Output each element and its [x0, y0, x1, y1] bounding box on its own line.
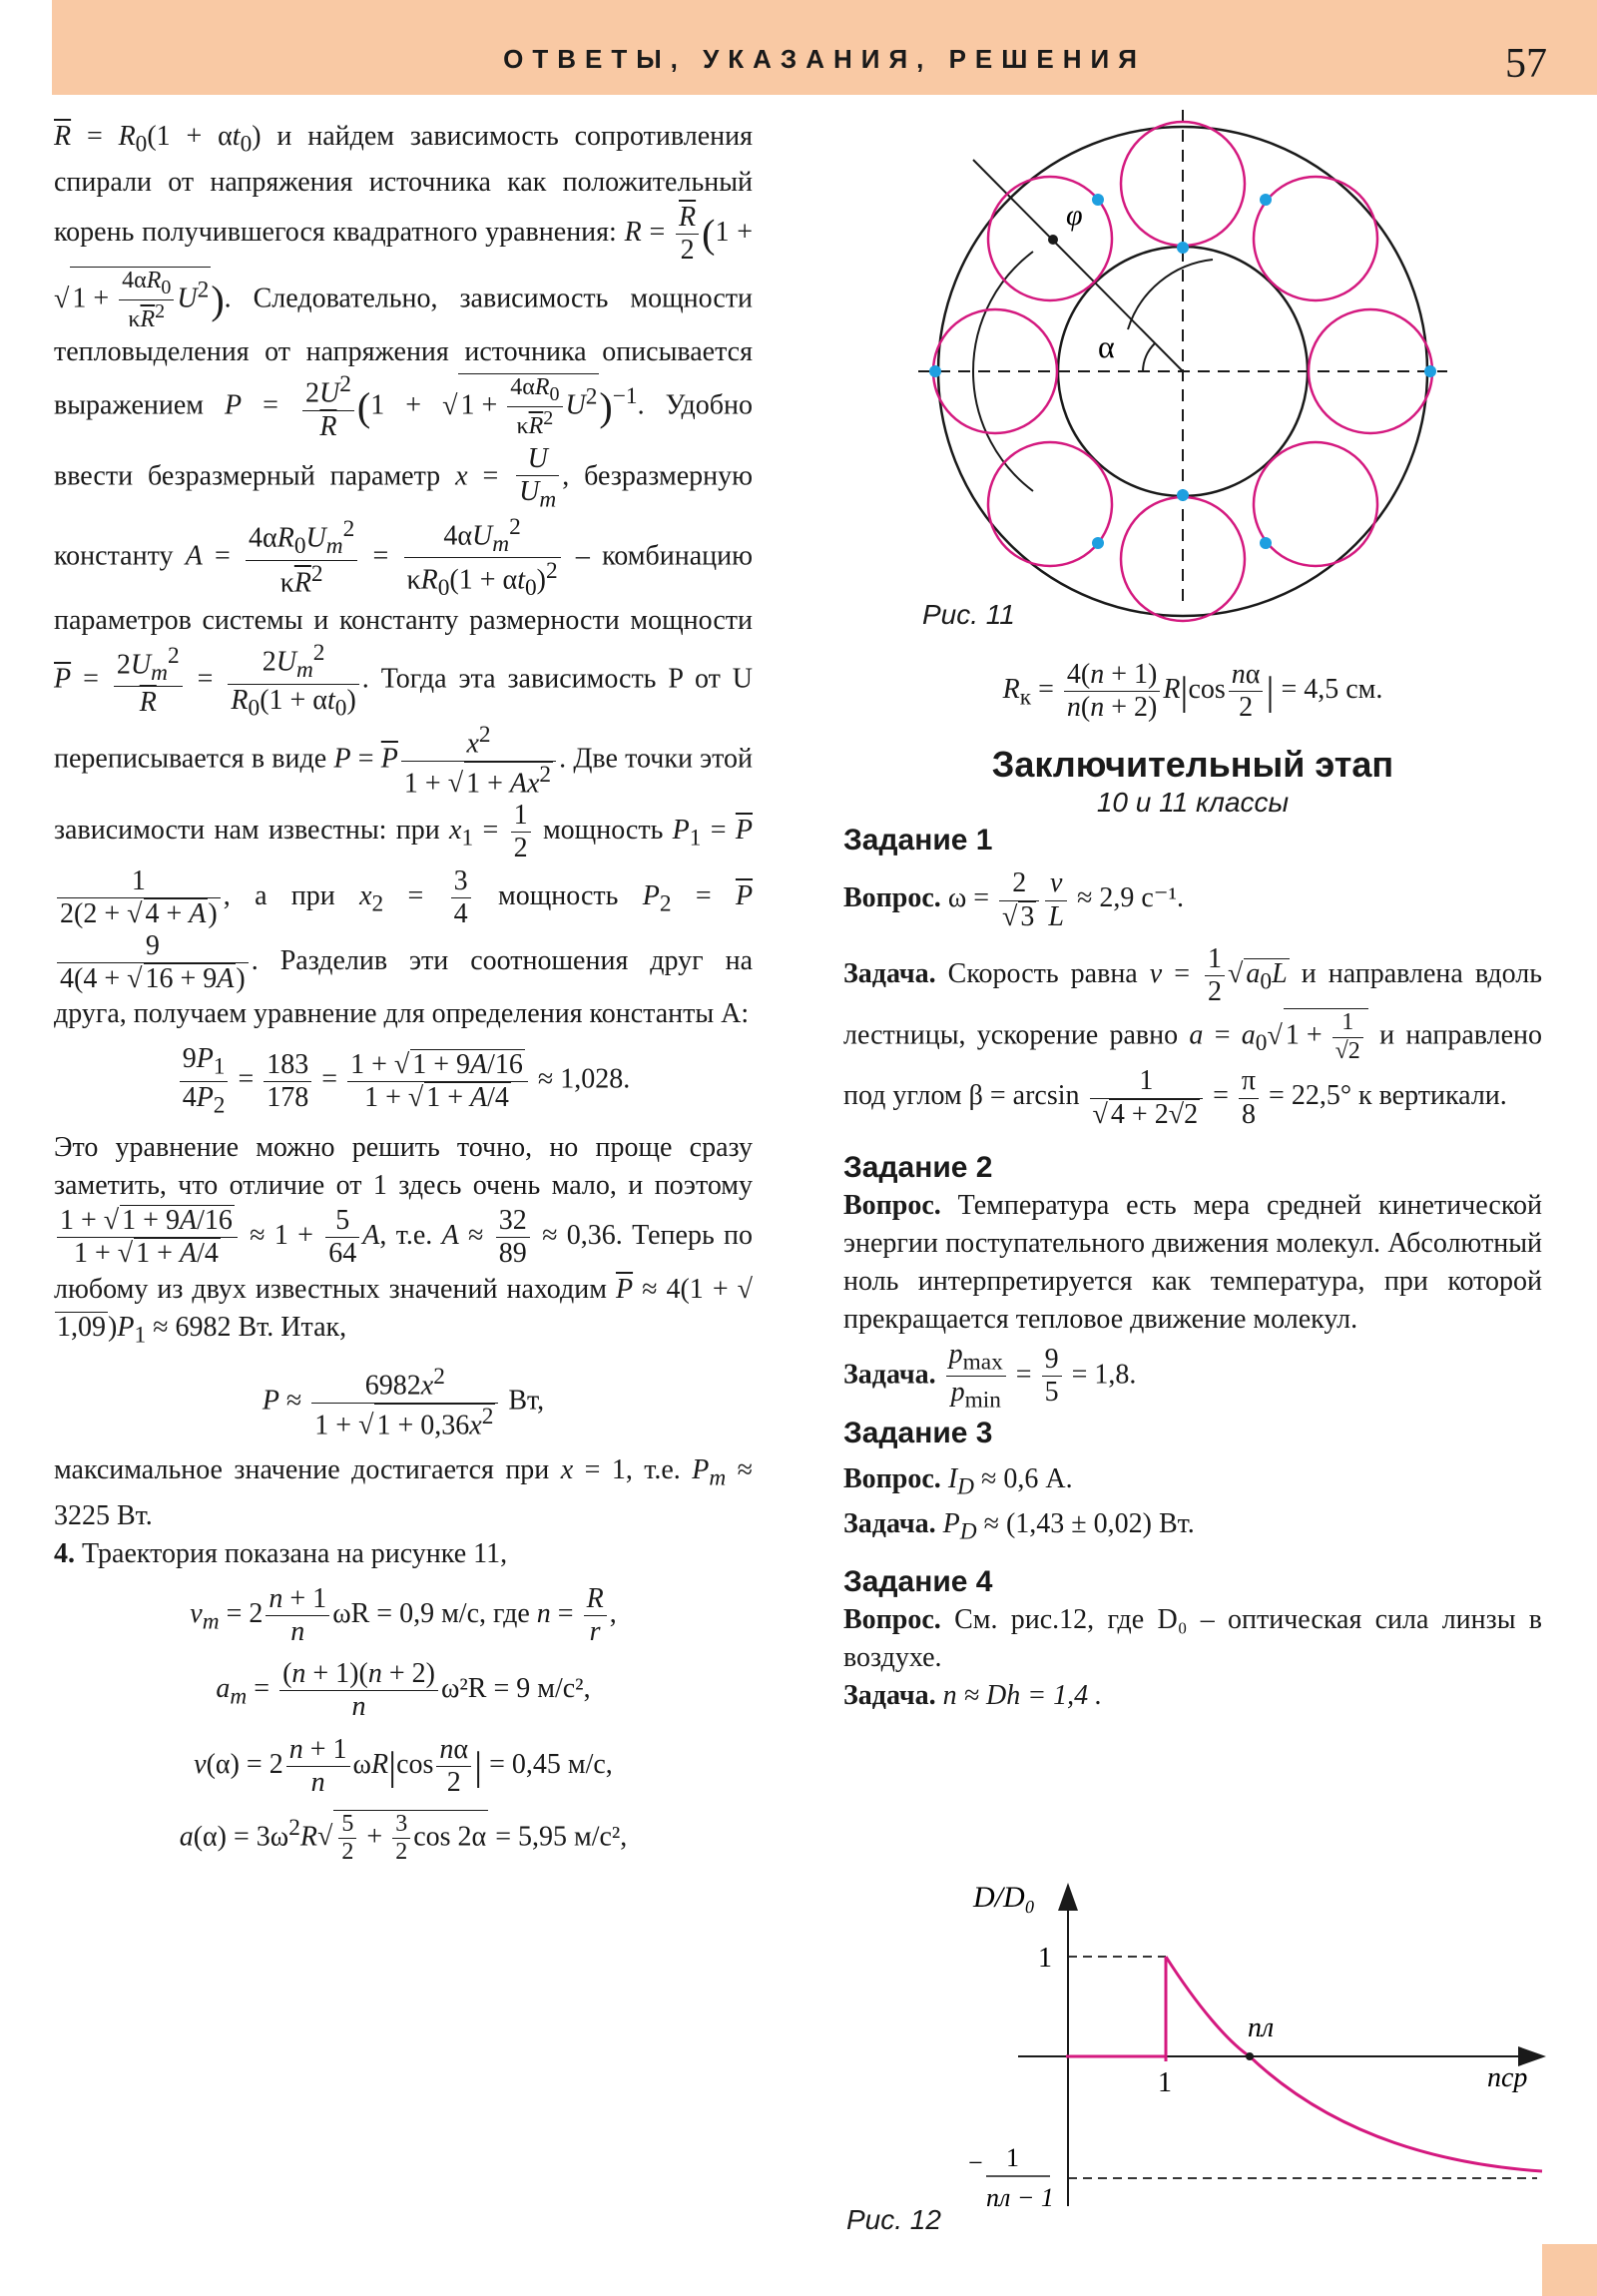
- fig12-ylabel: D/D₀: [973, 1881, 1036, 1914]
- equation-vm: $v_m = 2$ $\frac{n + 1}{n}$ ωR = 0,9 м/с, где n = $\frac{R}{r}$ ,: [190, 1582, 617, 1648]
- figure-11: [898, 100, 1497, 659]
- para-resistance: $\overline{R} = R_0(1 + \alpha t_0)$ и найдем зависимость сопротивления спирали от напряжения источника как положительный корень получившегося квадратного уравнения: R = $\frac{\overline{R}}{2}$ (1 + √ 1 + $\frac{4\alpha R_0}{\kappa\overline{R}^2}$ $U^2$). Следовательно, зависимость мощности тепловыделения от напряжения источника описывается выражением P = $\frac{2U^2}{R}$ (1 + √ 1 + $\frac{4\alpha R_0}{\kappa\overline{R}^2}$ $U^2)^{-1}$. Удобно ввести безразмерный параметр x = $\frac{U}{U_m}$ , безразмерную константу A = $\frac{4\alpha R_0U_m^2}{\kappa\overline{R}^2}$ = $\frac{4\alpha U_m^2}{\kappa R_0(1 + \alpha t_0)^2}$ – комбинацию параметров системы и константу размерности мощности $\overline{P}$ = $\frac{2U_m^2}{R}$ = $\frac{2U_m^2}{R_0(1 + \alpha t_0)}$ . Тогда эта зависимость P от U переписывается в виде $P = \overline{P}$ $\frac{x^2}{1 + √ 1 + Ax^2}$ . Две точки этой зависимости нам известны: при $x_1$ = $\frac{1}{2}$ мощность $P_1 = \overline{P}$ $\frac{1}{2(2 + √ 4 + A)}$ , а при $x_2$ = $\frac{3}{4}$ мощность $P_2 = \overline{P}$ $\frac{9}{4(4 + √ 16 + 9A)}$ . Разделив эти соотношения друг на друга, получаем уравнение для определения константы A:: [54, 118, 753, 1033]
- task-2-problem: Задача. $\frac{p_{max}}{p_{min}}$ = $\frac{9}{5}$ = 1,8.: [843, 1338, 1137, 1414]
- page-number: 57: [1505, 41, 1547, 87]
- equation-ratio: $\frac{9P_1}{4P_2}$ = $\frac{183}{178}$ = $\frac{1 + √ 1 + 9A/16}{1 + √ 1 + A/4}$ ≈ 1,028.: [54, 1043, 753, 1119]
- para-max: максимальное значение достигается при x = 1, т.е. $P_m \approx 3225$ Вт.: [54, 1454, 754, 1531]
- equation-aa: $a(\alpha) = 3\omega^2R$ √ $\frac{5}{2}$ + $\frac{3}{2}$ cos 2α = 5,95 м/с²,: [54, 1809, 753, 1867]
- fig12-xlabel: nср: [1487, 2062, 1528, 2093]
- equation-rk: $R_к$ = $\frac{4(n + 1)}{n(n + 2)}$ R|cos $\frac{n\alpha}{2}$ | = 4,5 см.: [1002, 659, 1383, 724]
- equation-va: v(α) = 2 $\frac{n + 1}{n}$ ωR|cos $\frac{n\alpha}{2}$ | = 0,45 м/с,: [194, 1733, 613, 1798]
- header-title: ОТВЕТЫ, УКАЗАНИЯ, РЕШЕНИЯ: [503, 44, 1146, 74]
- right-column: [843, 649, 1542, 1715]
- task-3-problem: Задача. $P_D \approx (1,43 \pm 0,02)$ Вт.: [843, 1508, 1195, 1545]
- task-1-question: Вопрос. ω = 2 √ 3 $\frac{v}{L}$ ≈ 2,9 с⁻¹.: [843, 867, 1542, 932]
- fig12-neg-minus: −: [968, 2148, 983, 2177]
- task-3-question: Вопрос. $I_D \approx 0,6$ А.: [843, 1462, 1073, 1500]
- equation-am: $a_m$ = $\frac{(n + 1)(n + 2)}{n}$ ω²R = 9 м/с²,: [216, 1658, 591, 1723]
- page-header: [52, 0, 1597, 95]
- task-2-heading: Задание 2: [843, 1150, 993, 1184]
- task-4-question: Вопрос. См. рис.12, где D₀ – оптическая сила линзы в воздухе.: [843, 1603, 1543, 1673]
- left-column: [54, 118, 753, 1877]
- task-4-heading: Задание 4: [843, 1564, 993, 1598]
- fig12-n-l: nл: [1248, 2012, 1275, 2043]
- para-solution: Это уравнение можно решить точно, но проще сразу заметить, что отличие от 1 здесь очень мало, и поэтому $\frac{1 + √ 1 + 9A/16}{1 + √ 1 + A/4}$ ≈ 1 + $\frac{5}{64}$ A, т.е. A ≈ $\frac{32}{89}$ ≈ 0,36. Теперь по любому из двух известных значений находим $\overline{P} \approx 4(1$ + √ $1,09)P_1 \approx 6982$ Вт. Итак,: [54, 1129, 753, 1354]
- task-1-problem: Задача. Скорость равна v = $\frac{1}{2}$ √ $a_0L$ и направлена вдоль лестницы, ускорение равно $a = a_0$ √ 1 + 1 √ 2 и направлено под углом β = arcsin 1 √ 4 + 2 √ 2 = $\frac{\pi}{8}$ = 22,5° к вертикали.: [843, 943, 1542, 1131]
- task-2-question: Вопрос. Температура есть мера средней кинетической энергии поступательного движения молекул. Абсолютный ноль интерпретируется как температура, при которой прекращается тепловое движение молекул.: [843, 1189, 1542, 1335]
- final-stage-heading: Заключительный этап: [991, 744, 1394, 786]
- task-3-heading: Задание 3: [843, 1416, 993, 1449]
- figure-12-caption: Рис. 12: [846, 2204, 941, 2235]
- fig12-neg-den: nл − 1: [986, 2183, 1054, 2212]
- equation-power: P ≈ $\frac{6982x^2}{1 + √ 1 + 0,36x^2}$ Вт,: [54, 1364, 753, 1441]
- task-4-problem: Задача. n ≈ Dh = 1,4 .: [843, 1679, 1103, 1711]
- grades-subheading: 10 и 11 классы: [1096, 787, 1290, 819]
- task-1-heading: Задание 1: [843, 824, 993, 858]
- label-phi: φ: [1066, 199, 1083, 232]
- figure-11-caption: Рис. 11: [922, 599, 1015, 630]
- figure-12: [838, 1877, 1557, 2276]
- label-alpha: α: [1098, 328, 1115, 364]
- fig12-tick-y1: 1: [1038, 1943, 1052, 1974]
- fig12-neg-num: 1: [1006, 2143, 1019, 2172]
- fig12-tick-x1: 1: [1158, 2067, 1172, 2098]
- para-item4: 4. Траектория показана на рисунке 11,: [54, 1537, 508, 1569]
